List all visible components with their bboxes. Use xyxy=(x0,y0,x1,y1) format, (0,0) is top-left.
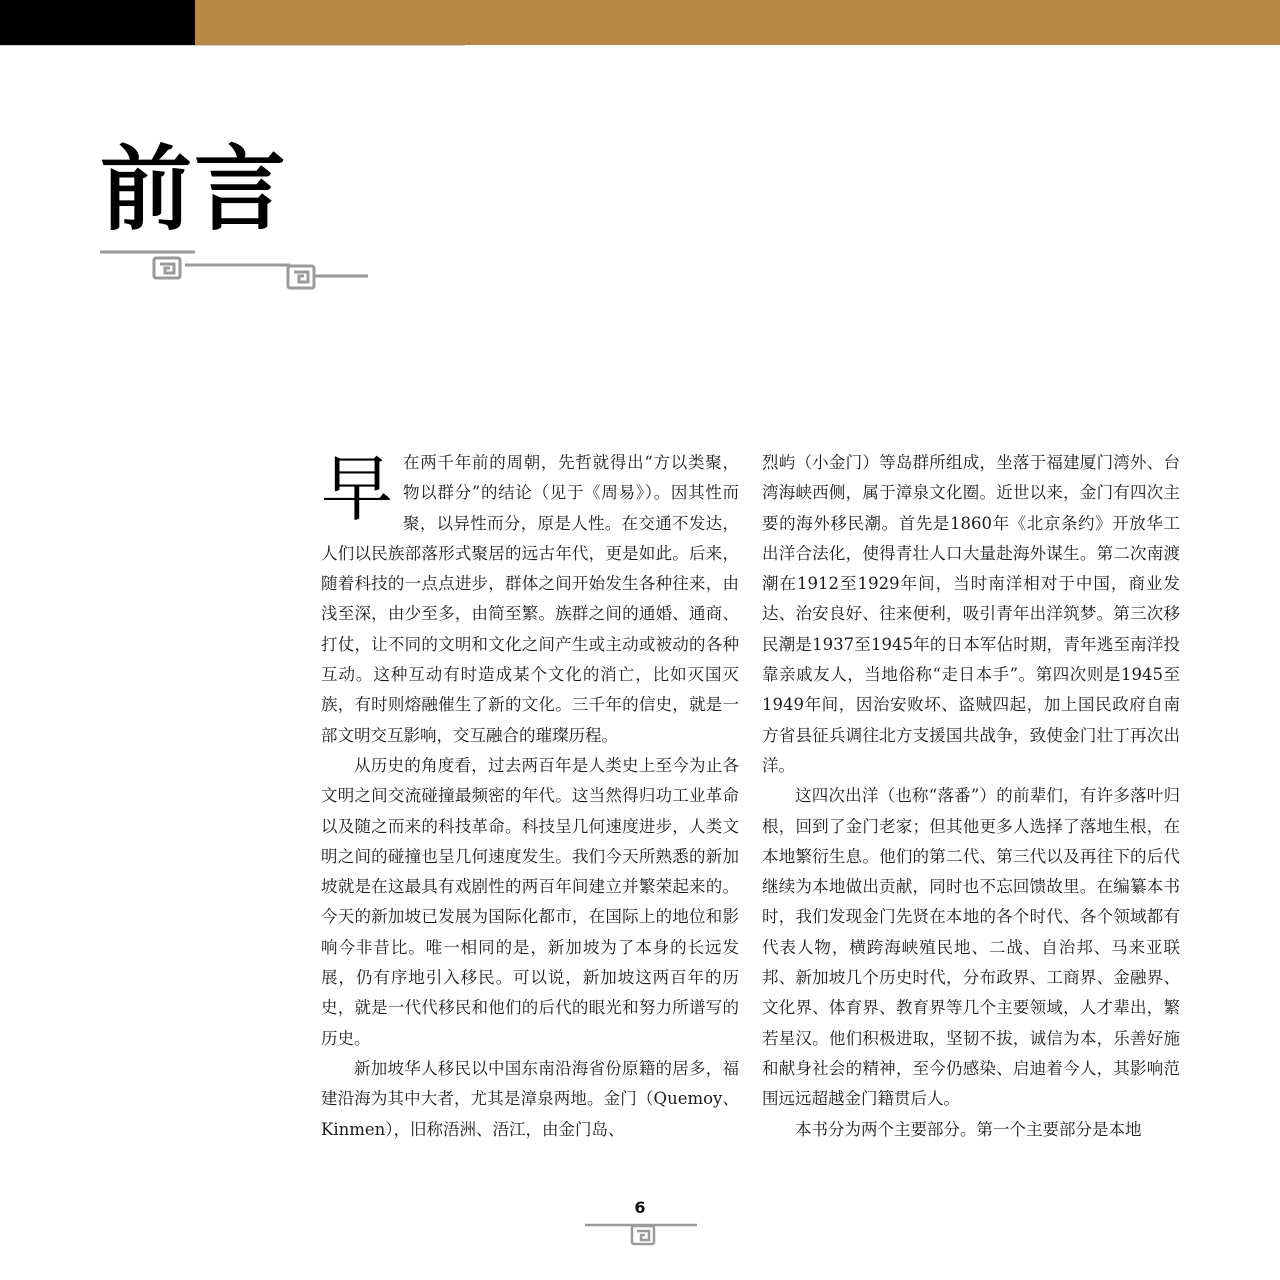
right-text-column xyxy=(762,448,1180,1145)
drop-cap: 早 xyxy=(321,447,394,531)
paragraph-text: 在两千年前的周朝，先哲就得出“方以类聚，物以群分”的结论（见于《周易》）。因其性而聚，以异性而分，原是人性。在交通不发达，人们以民族部落形式聚居的远古年代，更是如此。后来，随着科技的一点点进步，群体之间开始发生各种往来，由浅至深，由少至多，由简至繁。族群之间的通婚、通商、打仗，让不同的文明和文化之间产生或主动或被动的各种互动。这种互动有时造成某个文化的消亡，比如灭国灭族，有时则熔融催生了新的文化。三千年的信史，就是一部文明交互影响，交互融合的璀璨历程。 xyxy=(321,453,739,745)
paragraph-intro xyxy=(321,448,739,751)
header-bar-black xyxy=(0,0,195,45)
paragraph-immigration: 新加坡华人移民以中国东南沿海省份原籍的居多，福建沿海为其中大者，尤其是漳泉两地。金门（Quemoy、Kinmen），旧称浯洲、浯江，由金门岛、 xyxy=(321,1058,739,1139)
paragraph-kinmen-continued: 烈屿（小金门）等岛群所组成，坐落于福建厦门湾外、台湾海峡西侧，属于漳泉文化圈。近世以来，金门有四次主要的海外移民潮。首先是1860年《北京条约》开放华工出洋合法化，使得青壮人口大量赴海外谋生。第二次南渡潮在1912至1929年间，当时南洋相对于中国，商业发达、治安良好、往来便利，吸引青年出洋筑梦。第三次移民潮是1937至1945年的日本军佔时期，青年逃至南洋投靠亲戚友人，当地俗称“走日本手”。第四次则是1945至1949年间，因治安败坏、盗贼四起，加上国民政府自南方省县征兵调往北方支援国共战争，致使金门壮丁再次出洋。 xyxy=(762,453,1180,775)
page-number: 6 xyxy=(634,1198,646,1217)
footer-fret-ornament-icon xyxy=(585,1220,697,1250)
left-text-column xyxy=(321,448,739,1145)
fret-ornament-icon xyxy=(100,245,370,295)
header-divider-line xyxy=(0,45,465,46)
paragraph-history: 从历史的角度看，过去两百年是人类史上至今为止各文明之间交流碰撞最频密的年代。这当然得归功工业革命以及随之而来的科技革命。科技呈几何速度进步，人类文明之间的碰撞也呈几何速度发生。我们今天所熟悉的新加坡就是在这最具有戏剧性的两百年间建立并繁荣起来的。今天的新加坡已发展为国际化都市，在国际上的地位和影响今非昔比。唯一相同的是，新加坡为了本身的长远发展，仍有序地引入移民。可以说，新加坡这两百年的历史，就是一代代移民和他们的后代的眼光和努力所谱写的历史。 xyxy=(321,755,739,1048)
header-bar-gold xyxy=(195,0,1280,45)
paragraph-descendants: 这四次出洋（也称“落番”）的前辈们，有许多落叶归根，回到了金门老家；但其他更多人选择了落地生根，在本地繁衍生息。他们的第二代、第三代以及再往下的后代继续为本地做出贡献，同时也不忘回馈故里。在编纂本书时，我们发现金门先贤在本地的各个时代、各个领域都有代表人物，横跨海峡殖民地、二战、自治邦、马来亚联邦、新加坡几个历史时代，分布政界、工商界、金融界、文化界、体育界、教育界等几个主要领域，人才辈出，繁若星汉。他们积极进取，坚韧不拔，诚信为本，乐善好施和献身社会的精神，至今仍感染、启迪着今人，其影响范围远远超越金门籍贯后人。 xyxy=(762,786,1180,1109)
page-title: 前言 xyxy=(100,136,289,243)
paragraph-book-structure: 本书分为两个主要部分。第一个主要部分是本地 xyxy=(795,1119,1142,1139)
